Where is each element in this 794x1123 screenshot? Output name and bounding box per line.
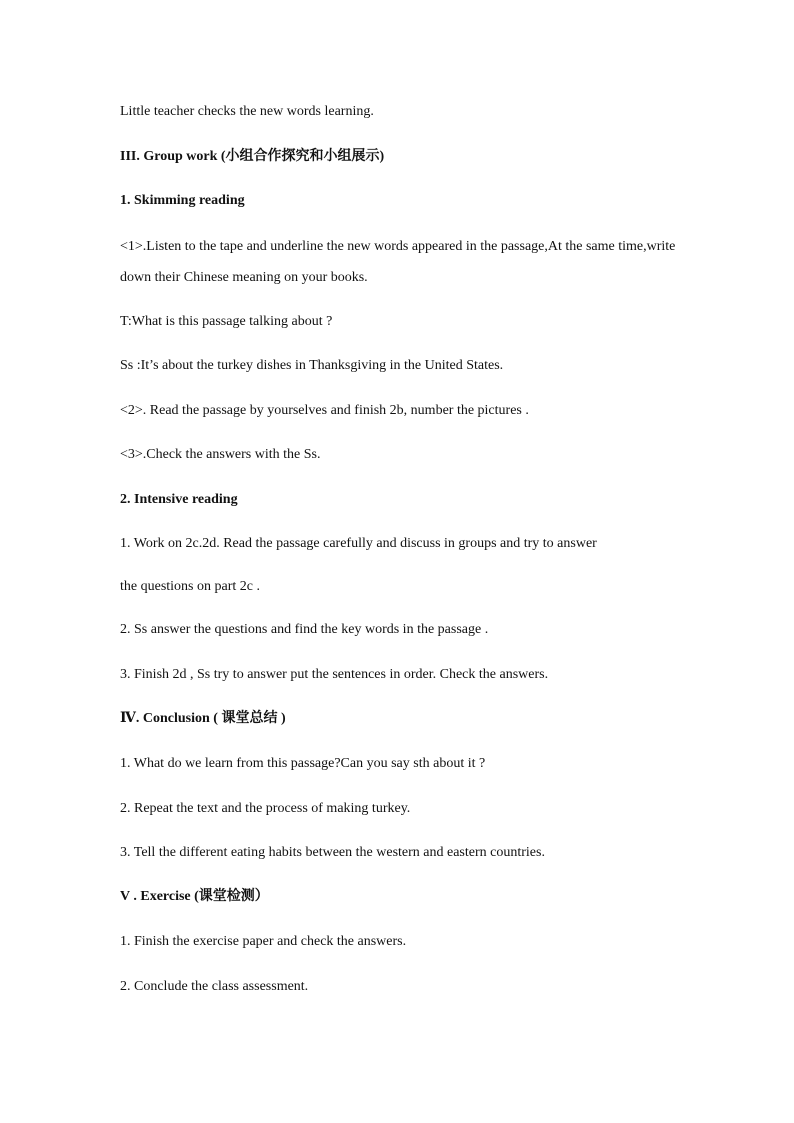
heading-skimming-reading: 1. Skimming reading: [120, 193, 245, 208]
text-line-teacher-question: T:What is this passage talking about ?: [120, 314, 333, 329]
heading-exercise: V . Exercise (课堂检测）: [120, 889, 269, 904]
heading-group-work: III. Group work (小组合作探究和小组展示): [120, 149, 385, 164]
text-line-work-on-2c2d: 1. Work on 2c.2d. Read the passage carefully and discuss in groups and try to answer: [120, 536, 597, 551]
text-line-read-passage: <2>. Read the passage by yourselves and finish 2b, number the pictures .: [120, 403, 529, 418]
text-line-eating-habits: 3. Tell the different eating habits between the western and eastern countries.: [120, 845, 545, 860]
text-line-questions-part-2c: the questions on part 2c .: [120, 579, 260, 594]
text-line-conclude-assessment: 2. Conclude the class assessment.: [120, 979, 309, 994]
text-line-what-do-we-learn: 1. What do we learn from this passage?Can you say sth about it ?: [120, 756, 486, 771]
text-line-finish-exercise: 1. Finish the exercise paper and check the answers.: [120, 934, 407, 949]
paragraph-listen-tape: <1>.Listen to the tape and underline the new words appeared in the passage,At the same time,write down their Chinese meaning on your books.: [120, 239, 676, 285]
text-line-check-answers: <3>.Check the answers with the Ss.: [120, 447, 321, 462]
text-line-finish-2d: 3. Finish 2d , Ss try to answer put the sentences in order. Check the answers.: [120, 667, 549, 682]
text-line-students-answer: Ss :It’s about the turkey dishes in Thanksgiving in the United States.: [120, 358, 504, 373]
heading-intensive-reading: 2. Intensive reading: [120, 492, 238, 507]
text-line-ss-answer-questions: 2. Ss answer the questions and find the key words in the passage .: [120, 622, 489, 637]
text-line-repeat-text: 2. Repeat the text and the process of making turkey.: [120, 801, 411, 816]
heading-conclusion: Ⅳ. Conclusion ( 课堂总结 ): [120, 711, 286, 726]
text-line-little-teacher: Little teacher checks the new words learning.: [120, 104, 374, 119]
